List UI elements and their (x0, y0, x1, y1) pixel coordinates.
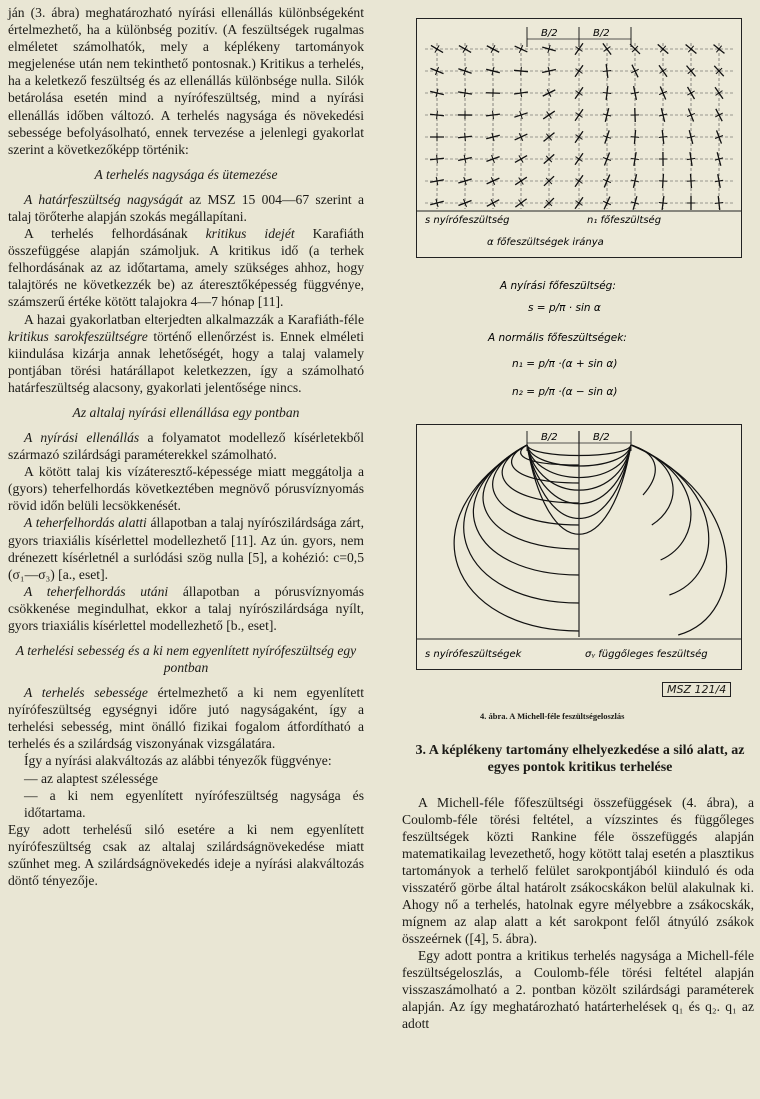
formula-n2: n₂ = p/π ·(α − sin α) (512, 386, 618, 398)
dim-label-left: B/2 (541, 28, 558, 39)
paragraph-critical-load: Egy adott pontra a kritikus terhelés nagysága a Michell-féle feszültségeloszlás, a Coulomb-féle törési feltétel alapján visszaszámolható a 2. pontban közölt szilárdsági paraméterek alapján. Az így meghatározható határterhelések q₁ és q₂. q₁ az adott (402, 948, 754, 1031)
formula-shear: s = p/π · sin α (528, 302, 601, 314)
stress-cross (464, 89, 465, 97)
dim-label-right: B/2 (593, 432, 610, 443)
formula-n1: n₁ = p/π ·(α + sin α) (512, 358, 618, 370)
figure-michell-distribution (416, 424, 742, 670)
intro-paragraph: ján (3. ábra) meghatározható nyírási ellenállás különbségeként értelmezhető, ha a különbség pozitív. (A feszültségek rugalmas elméletet számolhatók, mely a képlékeny tartományok megjelenése után nem tekinthető pontosnak.) Kritikus a terhelés, ha a keletkező feszültség és az ellenállás különbsége nulla. Silók betárolása esetén mind a nyírófeszültség, mind a nyírási ellenállás időben változó. A terhelés nagysága és növekedési sebessége befolyásolható, ennek tervezése a jelenlegi gyakorlat szerint a következőképp történik: (8, 5, 364, 157)
paragraph-michell: A Michell-féle főfeszültségi összefüggések (4. ábra), a Coulomb-féle törési feltétel, a vízszintes és függőleges feszültségek közti Rankine féle összefüggés alapján matematikailag levezethető, hogy kötött talaj esetén a plasztikus tartományok a terhelő felület sarokpontjából kiinduló és oda visszatérő görbe által határolt zsákocskákon belül alakulnak ki. Ahogy nő a terhelés, hatolnak egyre mélyebbre a zsákocskák, mígnem az alap alatt a két sarokpont felől átnyúló zsákok összeérnek ([4], 5. ábra). (402, 795, 754, 946)
label-vertical-stress: σᵧ függőleges feszültség (585, 649, 708, 660)
paragraph-factors: Így a nyírási alakváltozás az alábbi tényezők függvénye: (24, 753, 332, 769)
section-title: 3. A képlékeny tartomány elhelyezkedése a siló alatt, az egyes pontok kritikus terhelése (415, 743, 745, 775)
vertical-stress-curve (631, 445, 727, 635)
stress-cross (631, 158, 639, 159)
stress-field-diagram (417, 19, 741, 257)
label-shear-stresses: s nyírófeszültségek (425, 649, 522, 660)
paragraph-corner-stress: A hazai gyakorlatban elterjedten alkalmazzák a Karafiáth-féle kritikus sarokfeszültségre történő ellenőrzést is. Ennek elméleti kiindulása kizárja annak lehetőségét, hogy a talaj valamely pontjában törési határállapot keletkezzen, így a számolható határfeszültség alacsony, gyakorlati jelentősége nincs. (8, 311, 364, 395)
paragraph-load-rate: A terhelés sebessége értelmezhető a ki nem egyenlített nyírófeszültség egységnyi időre jutó nagyságaként, így a terhelési sebesség, mint önálló fizikai fogalom átfordítható a terhelés és a szilárdság viszonyának vizsgálatára. (8, 685, 364, 752)
paragraph-permeability: A kötött talaj kis vízáteresztő-képessége miatt meggátolja a (gyors) teherfelhordás következtében megnövő pórusvíznyomás rövid időn belüli lecsökkenését. (8, 464, 364, 514)
michell-curves-diagram (417, 425, 741, 669)
stress-cross (687, 181, 695, 182)
stress-cross (631, 137, 639, 138)
formula-title-shear: A nyírási főfeszültség: (500, 280, 616, 292)
vertical-stress-curve (631, 445, 673, 525)
heading-load-magnitude: A terhelés nagysága és ütemezése (94, 166, 278, 182)
right-column-text (402, 794, 754, 1032)
stress-cross (687, 158, 695, 159)
formula-title-normal: A normális főfeszültségek: (488, 332, 627, 344)
stress-cross (465, 133, 466, 141)
dim-label-right: B/2 (593, 28, 610, 39)
label-principal-direction: α főfeszültségek iránya (487, 237, 604, 248)
formula-block (480, 275, 740, 415)
label-principal-stress: n₁ főfeszültség (587, 215, 662, 226)
stress-cross (715, 203, 723, 204)
dim-label-left: B/2 (541, 432, 558, 443)
figure-caption: 4. ábra. A Michell-féle feszültségeloszlás (480, 711, 625, 721)
vertical-stress-curve (631, 445, 655, 495)
figure-stress-field (416, 18, 742, 258)
stress-cross (603, 92, 611, 93)
factor-list (8, 770, 364, 821)
list-item: — a ki nem egyenlített nyírófeszültség nagysága és időtartama. (24, 787, 364, 820)
stress-cross (603, 71, 611, 72)
stress-cross (492, 111, 493, 119)
paragraph-during-loading: A teherfelhordás alatti állapotban a talaj nyírószilárdsága zárt, gyors triaxiális kísérlettel modellezhető [11]. Az ún. gyors, nem drénezett kísérletnél a surlódási szög nulla [5], a kohézió: c=0,5 (σ₁—σ₃) [a., eset]. (8, 515, 364, 582)
paragraph-silo-case: Egy adott terhelésű siló esetére a ki nem egyenlített nyírófeszültség csak az altalaj szilárdságnövekedése miatt szűnhet meg. A szilárdságnövekedés ideje a nyírási alakváltozás döntő tényezője. (8, 821, 364, 889)
label-shear-stress: s nyírófeszültség (425, 215, 510, 226)
heading-load-rate: A terhelési sebesség és a ki nem egyenlített nyírófeszültség egy pontban (15, 643, 357, 676)
standard-tag: MSZ 121/4 (662, 682, 731, 697)
stress-cross (437, 155, 438, 163)
stress-cross (659, 181, 667, 182)
left-column (8, 4, 364, 889)
stress-cross (437, 111, 438, 119)
paragraph-after-loading: A teherfelhordás utáni állapotban a pórusvíznyomás csökkenése megindulhat, ekkor a talaj nyírószilárdsága nyílt, gyors triaxiális kísérlettel modellezhető [b., eset]. (8, 583, 364, 633)
paragraph-shear-resistance: A nyírási ellenállás a folyamatot modellező kísérletekből származó szilárdsági paraméterekkel számolható. (8, 429, 364, 463)
heading-shear-resistance: Az altalaj nyírási ellenállása egy pontban (72, 404, 300, 420)
stress-cross (659, 202, 667, 203)
list-item: — az alaptest szélessége (24, 770, 158, 786)
stress-cross (520, 89, 521, 97)
stress-cross (659, 137, 667, 138)
paragraph-limit-stress: A határfeszültség nagyságát az MSZ 15 004—67 szerint a talaj törőterhe alapján szokás megállapítani. (8, 191, 364, 224)
paragraph-critical-time: A terhelés felhordásának kritikus idejét Karafiáth összefüggése alapján számoljuk. A kritikus idő (a terhek felhordásának az az időtartama, amely szükséges ahhoz, hogy talajtörés ne következzék be) az áteresztőképesség függvénye, számszerű értéke kötött talajokra 4—7 hónap [11]. (8, 226, 364, 310)
